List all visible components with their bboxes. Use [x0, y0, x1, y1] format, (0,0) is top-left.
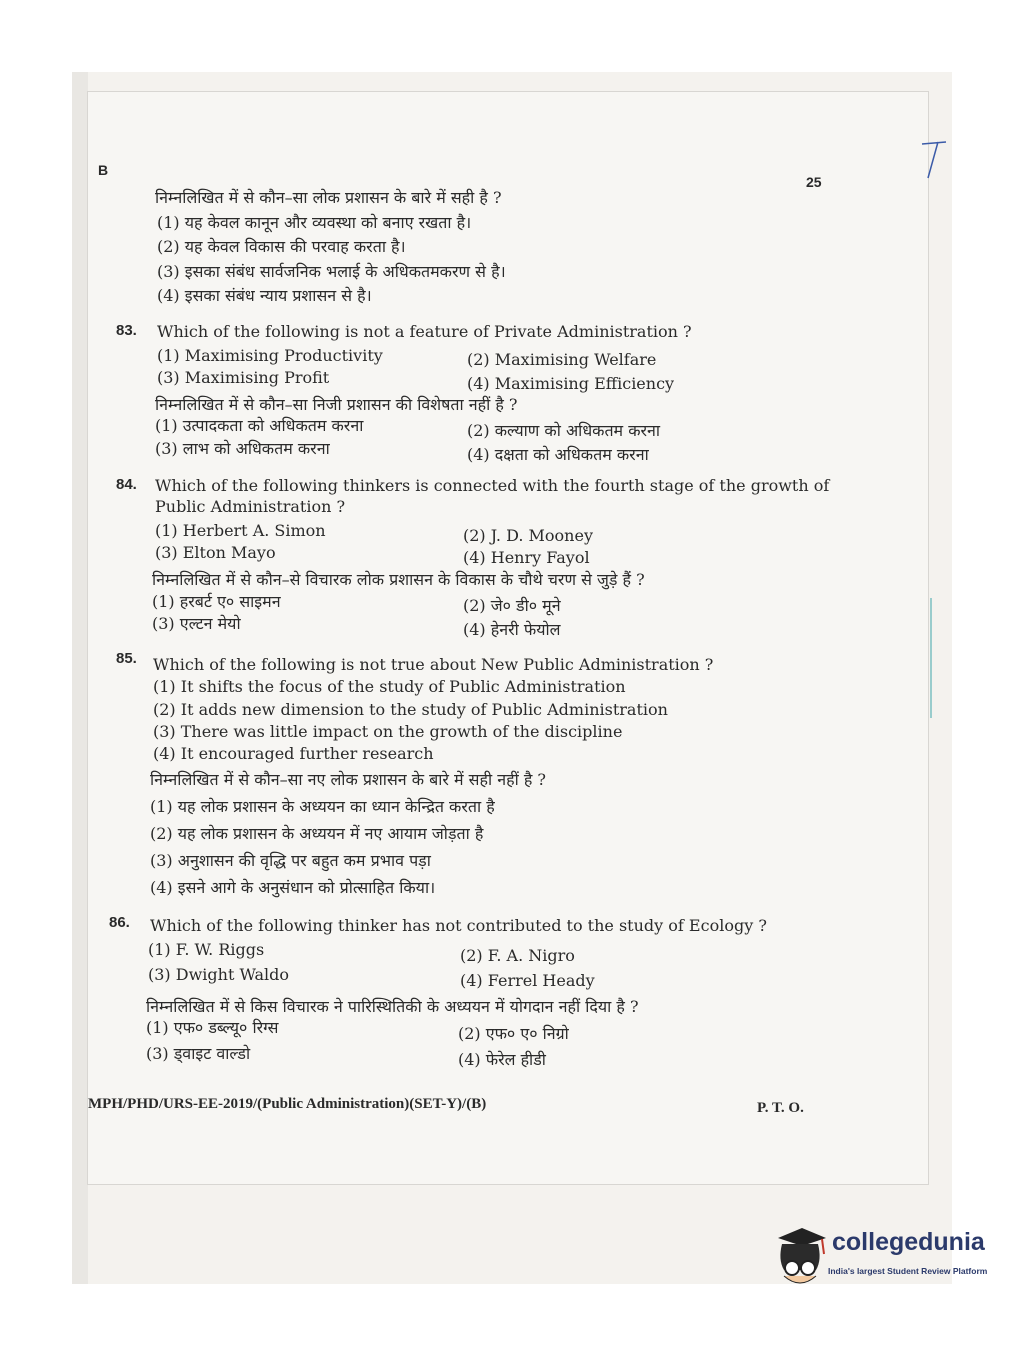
q84-hindi-stem: निम्नलिखित में से कौन–से विचारक लोक प्रशासन के विकास के चौथे चरण से जुड़े हैं ? [152, 570, 645, 589]
q84-hindi-option: (2) जे० डी० मूने [463, 596, 561, 615]
q84-stem: Which of the following thinkers is connected with the fourth stage of the growth of [155, 476, 830, 495]
q85-hindi-option: (2) यह लोक प्रशासन के अध्ययन में नए आयाम जोड़ता है [150, 824, 484, 843]
q84-option: (2) J. D. Mooney [463, 526, 593, 545]
question-number: 83. [116, 322, 137, 339]
q83-option: (4) Maximising Efficiency [467, 374, 675, 393]
q82-hindi-option: (2) यह केवल विकास की परवाह करता है। [157, 237, 406, 256]
q85-option: (1) It shifts the focus of the study of Public Administration [153, 677, 626, 696]
q83-hindi-option: (2) कल्याण को अधिकतम करना [467, 421, 661, 440]
q83-hindi-option: (1) उत्पादकता को अधिकतम करना [155, 416, 364, 435]
q85-hindi-option: (4) इसने आगे के अनुसंधान को प्रोत्साहित किया। [150, 878, 436, 897]
exam-code: MPH/PHD/URS-EE-2019/(Public Administration)(SET-Y)/(B) [88, 1096, 487, 1112]
q86-option: (1) F. W. Riggs [148, 940, 265, 959]
scan-edge [72, 72, 88, 1284]
q86-stem: Which of the following thinker has not contributed to the study of Ecology ? [150, 916, 767, 935]
q82-hindi-option: (1) यह केवल कानून और व्यवस्था को बनाए रखता है। [157, 213, 472, 232]
q86-hindi-option: (3) ड्वाइट वाल्डो [146, 1044, 251, 1063]
q83-hindi-option: (3) लाभ को अधिकतम करना [155, 439, 330, 458]
q86-option: (4) Ferrel Heady [460, 971, 595, 990]
q83-option: (1) Maximising Productivity [157, 346, 383, 365]
page-number: 25 [806, 174, 822, 190]
pto-label: P. T. O. [757, 1100, 804, 1116]
q84-hindi-option: (3) एल्टन मेयो [152, 614, 241, 633]
q86-hindi-option: (1) एफ० डब्ल्यू० रिग्स [146, 1018, 279, 1037]
q83-hindi-option: (4) दक्षता को अधिकतम करना [467, 445, 649, 464]
brand-name: collegedunia [832, 1228, 985, 1256]
q86-option: (2) F. A. Nigro [460, 946, 575, 965]
question-number: 85. [116, 650, 137, 667]
q86-hindi-option: (4) फेरेल हीडी [458, 1050, 546, 1069]
q85-option: (4) It encouraged further research [153, 744, 434, 763]
pen-mark [918, 140, 948, 180]
q85-hindi-option: (1) यह लोक प्रशासन के अध्ययन का ध्यान केन्द्रित करता है [150, 797, 495, 816]
q85-option: (2) It adds new dimension to the study of Public Administration [153, 700, 668, 719]
q82-hindi-option: (3) इसका संबंध सार्वजनिक भलाई के अधिकतमकरण से है। [157, 262, 506, 281]
q86-option: (3) Dwight Waldo [148, 965, 290, 984]
question-number: 84. [116, 476, 137, 493]
q84-option: (3) Elton Mayo [155, 543, 276, 562]
q85-stem: Which of the following is not true about New Public Administration ? [153, 655, 714, 674]
q84-option: (4) Henry Fayol [463, 548, 590, 567]
q84-hindi-option: (1) हरबर्ट ए० साइमन [152, 592, 281, 611]
q86-hindi-option: (2) एफ० ए० निग्रो [458, 1024, 569, 1043]
mascot-icon [772, 1224, 828, 1294]
q83-hindi-stem: निम्नलिखित में से कौन–सा निजी प्रशासन की विशेषता नहीं है ? [155, 395, 518, 414]
q84-option: (1) Herbert A. Simon [155, 521, 326, 540]
collegedunia-logo [772, 1220, 1002, 1316]
q86-hindi-stem: निम्नलिखित में से किस विचारक ने पारिस्थितिकी के अध्ययन में योगदान नहीं दिया है ? [146, 997, 639, 1016]
q83-option: (3) Maximising Profit [157, 368, 330, 387]
set-letter: B [98, 162, 109, 178]
q85-option: (3) There was little impact on the growth of the discipline [153, 722, 623, 741]
q84-hindi-option: (4) हेनरी फेयोल [463, 620, 561, 639]
q84-stem: Public Administration ? [155, 497, 346, 516]
question-number: 86. [109, 914, 130, 931]
q85-hindi-stem: निम्नलिखित में से कौन–सा नए लोक प्रशासन के बारे में सही नहीं है ? [150, 770, 546, 789]
q82-hindi-option: (4) इसका संबंध न्याय प्रशासन से है। [157, 286, 372, 305]
q82-hindi-stem: निम्नलिखित में से कौन–सा लोक प्रशासन के बारे में सही है ? [155, 188, 502, 207]
q83-option: (2) Maximising Welfare [467, 350, 657, 369]
q83-stem: Which of the following is not a feature of Private Administration ? [157, 322, 692, 341]
page-tab [930, 598, 942, 718]
brand-tagline: India's largest Student Review Platform [828, 1266, 988, 1276]
q85-hindi-option: (3) अनुशासन की वृद्धि पर बहुत कम प्रभाव पड़ा [150, 851, 431, 870]
